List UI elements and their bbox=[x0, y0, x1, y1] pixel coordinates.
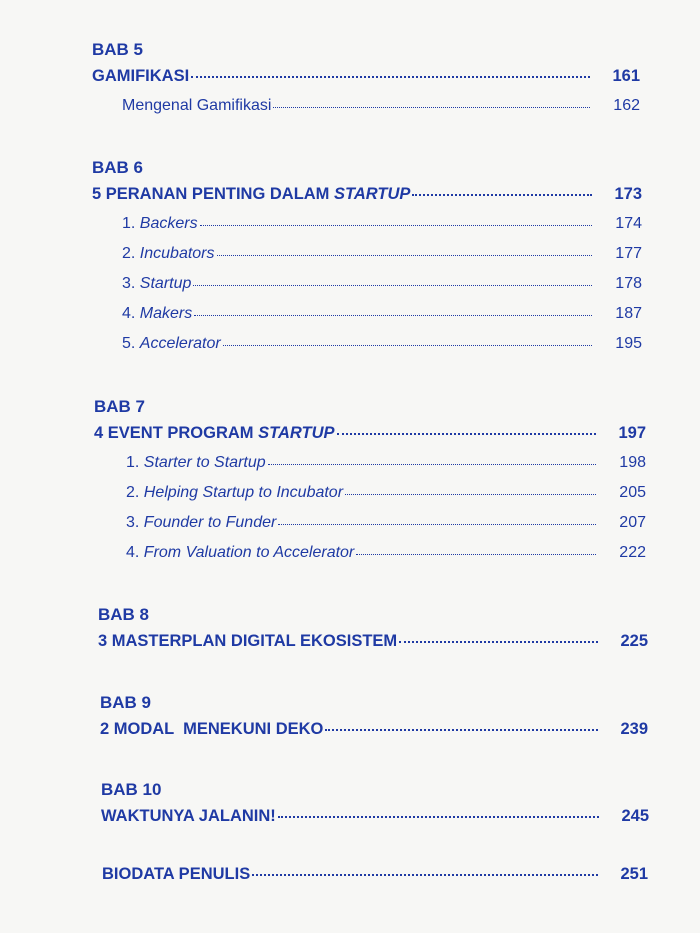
chapter-5-page: 161 bbox=[612, 67, 640, 85]
chapter-8-label: BAB 8 bbox=[98, 605, 150, 624]
toc-item-page: 195 bbox=[615, 335, 642, 352]
chapter-7-entry bbox=[94, 423, 646, 443]
dot-leader bbox=[273, 107, 590, 108]
biodata-title: BIODATA PENULIS bbox=[102, 865, 251, 883]
dot-leader bbox=[268, 464, 596, 465]
dot-leader bbox=[191, 76, 590, 78]
toc-item bbox=[122, 96, 640, 116]
biodata-entry bbox=[102, 864, 648, 884]
toc-item-page: 177 bbox=[615, 245, 642, 262]
chapter-8-entry bbox=[98, 631, 648, 651]
dot-leader bbox=[337, 433, 596, 435]
toc-item-page: 174 bbox=[615, 215, 642, 232]
toc-item bbox=[126, 453, 646, 473]
chapter-5-title: GAMIFIKASI bbox=[92, 67, 190, 85]
toc-item-label: 3. Startup bbox=[122, 275, 192, 292]
dot-leader bbox=[200, 225, 592, 226]
toc-item-page: 207 bbox=[619, 514, 646, 531]
toc-item bbox=[126, 483, 646, 503]
toc-item-label: Mengenal Gamifikasi bbox=[122, 97, 272, 114]
toc-item-label: 4. Makers bbox=[122, 305, 193, 322]
toc-item-page: 222 bbox=[619, 544, 646, 561]
chapter-9-label: BAB 9 bbox=[100, 693, 152, 712]
chapter-9-title: 2 MODAL MENEKUNI DEKO bbox=[100, 720, 324, 738]
chapter-8-title: 3 MASTERPLAN DIGITAL EKOSISTEM bbox=[98, 632, 398, 650]
dot-leader bbox=[223, 345, 592, 346]
toc-item-label: 4. From Valuation to Accelerator bbox=[126, 544, 355, 561]
chapter-6-entry bbox=[92, 184, 642, 204]
toc-item-page: 187 bbox=[615, 305, 642, 322]
toc-item-page: 178 bbox=[615, 275, 642, 292]
toc-item-page: 162 bbox=[613, 97, 640, 114]
chapter-7-page: 197 bbox=[618, 424, 646, 442]
dot-leader bbox=[252, 874, 598, 876]
toc-item bbox=[122, 334, 642, 354]
toc-item-label: 2. Incubators bbox=[122, 245, 215, 262]
chapter-6-label: BAB 6 bbox=[92, 158, 144, 177]
chapter-7-title: 4 EVENT PROGRAM STARTUP bbox=[94, 424, 335, 442]
dot-leader bbox=[217, 255, 592, 256]
toc-item bbox=[122, 214, 642, 234]
dot-leader bbox=[412, 194, 592, 196]
chapter-9-entry bbox=[100, 719, 648, 739]
dot-leader bbox=[399, 641, 598, 643]
toc-item bbox=[122, 274, 642, 294]
dot-leader bbox=[345, 494, 596, 495]
dot-leader bbox=[356, 554, 596, 555]
chapter-5-label: BAB 5 bbox=[92, 40, 144, 59]
chapter-6-page: 173 bbox=[614, 185, 642, 203]
chapter-9-page: 239 bbox=[620, 720, 648, 738]
chapter-8-page: 225 bbox=[620, 632, 648, 650]
toc-item-page: 205 bbox=[619, 484, 646, 501]
toc-item-page: 198 bbox=[619, 454, 646, 471]
toc-item-label: 5. Accelerator bbox=[122, 335, 221, 352]
chapter-7-label: BAB 7 bbox=[94, 397, 146, 416]
toc-item bbox=[126, 513, 646, 533]
dot-leader bbox=[325, 729, 598, 731]
toc-item bbox=[122, 244, 642, 264]
chapter-5-entry bbox=[92, 66, 640, 86]
toc-item-label: 1. Starter to Startup bbox=[126, 454, 266, 471]
chapter-10-title: WAKTUNYA JALANIN! bbox=[101, 807, 276, 825]
chapter-10-entry bbox=[101, 806, 649, 826]
toc-item-label: 1. Backers bbox=[122, 215, 198, 232]
toc-item bbox=[122, 304, 642, 324]
dot-leader bbox=[278, 816, 599, 818]
toc-item bbox=[126, 543, 646, 563]
toc-item-label: 2. Helping Startup to Incubator bbox=[126, 484, 344, 501]
biodata-page: 251 bbox=[620, 865, 648, 883]
dot-leader bbox=[194, 315, 592, 316]
chapter-10-page: 245 bbox=[621, 807, 649, 825]
chapter-10-label: BAB 10 bbox=[101, 780, 162, 799]
dot-leader bbox=[193, 285, 592, 286]
dot-leader bbox=[278, 524, 596, 525]
toc-item-label: 3. Founder to Funder bbox=[126, 514, 277, 531]
chapter-6-title: 5 PERANAN PENTING DALAM STARTUP bbox=[92, 185, 411, 203]
